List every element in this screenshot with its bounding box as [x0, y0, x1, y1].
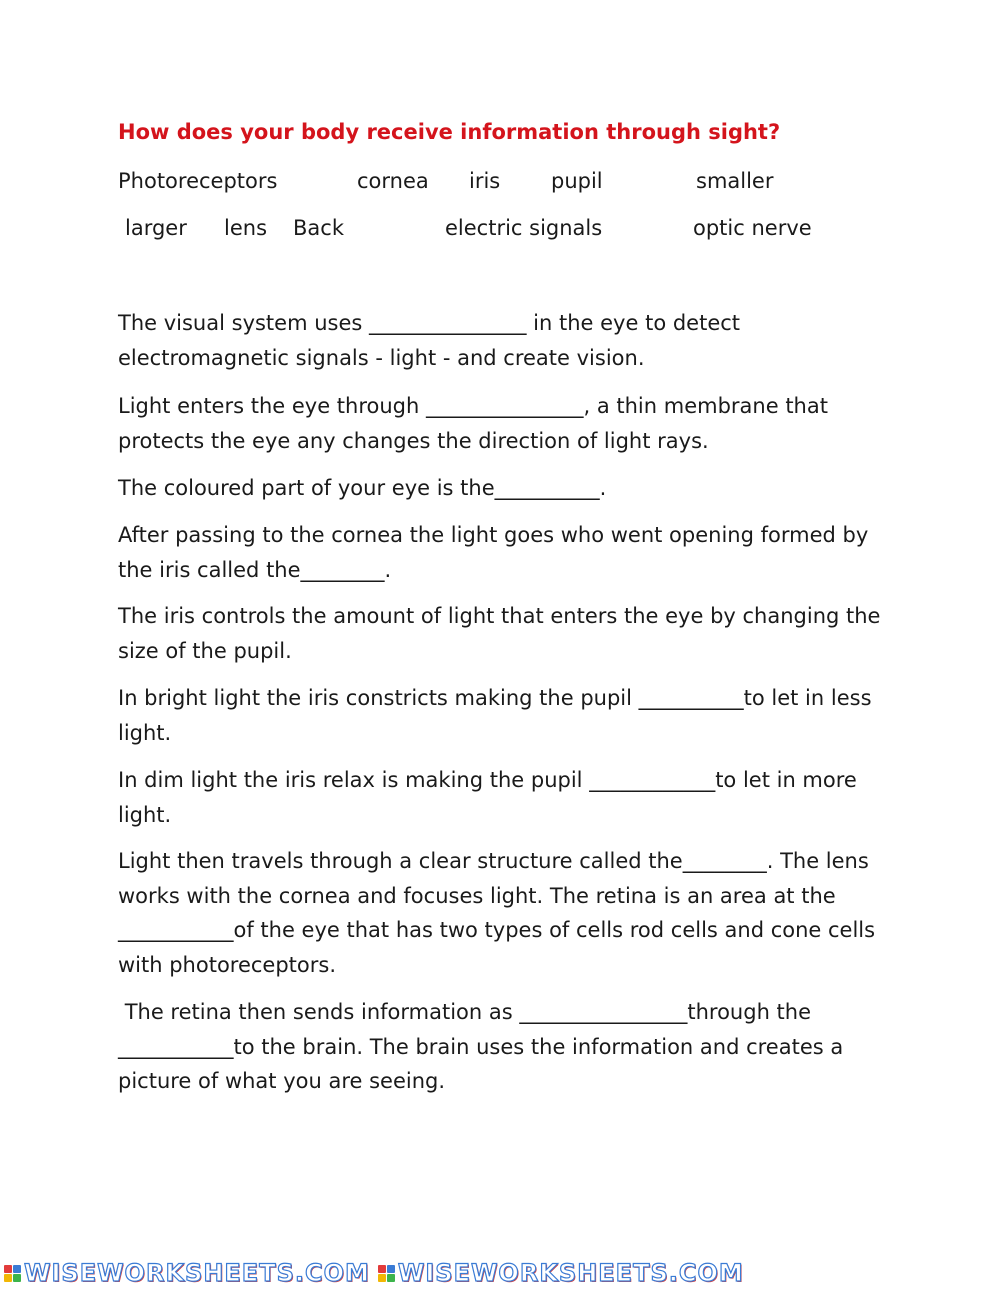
- paragraph-bright-light: In bright light the iris constricts making the pupil __________to let in less light.: [118, 686, 872, 745]
- brand-wordmark: WISEWORKSHEETS.COM: [24, 1259, 370, 1287]
- word-bank-item: pupil: [551, 169, 603, 193]
- word-bank-item: Back: [293, 216, 344, 240]
- paragraph-iris-control: The iris controls the amount of light that enters the eye by changing the size of the pupil.: [118, 604, 881, 663]
- worksheet-title: How does your body receive information through sight?: [118, 120, 781, 144]
- paragraph-optic-nerve: The retina then sends information as ________________through the ___________to the brain. The brain uses the information and creates a picture of what you are seeing.: [118, 1000, 850, 1093]
- logo-blocks-icon: [4, 1265, 21, 1282]
- word-bank-item: smaller: [696, 169, 774, 193]
- paragraph-pupil: After passing to the cornea the light goes who went opening formed by the iris called the________.: [118, 523, 869, 582]
- brand-wordmark: WISEWORKSHEETS.COM: [397, 1259, 744, 1287]
- word-bank-item: larger: [125, 216, 187, 240]
- paragraph-dim-light: In dim light the iris relax is making the pupil ____________to let in more light.: [118, 768, 857, 827]
- word-bank-item: iris: [469, 169, 501, 193]
- word-bank-item: lens: [224, 216, 268, 240]
- paragraph-lens-retina: Light then travels through a clear structure called the________. The lens works with the cornea and focuses light. The retina is an area at the ___________of the eye that has two types of cells rod cells and cone cells with photoreceptors.: [118, 849, 876, 977]
- footer-banner: [0, 1255, 1000, 1291]
- word-bank-item: cornea: [357, 169, 429, 193]
- brand-logo: [378, 1259, 744, 1287]
- logo-blocks-icon: [378, 1265, 395, 1282]
- word-bank-item: optic nerve: [693, 216, 812, 240]
- word-bank-item: electric signals: [445, 216, 603, 240]
- paragraph-iris: The coloured part of your eye is the__________.: [118, 476, 607, 500]
- word-bank-item: Photoreceptors: [118, 169, 278, 193]
- brand-logo: [4, 1259, 370, 1287]
- paragraph-photoreceptors: The visual system uses _______________ in the eye to detect electromagnetic signals - light - and create vision.: [118, 311, 741, 370]
- paragraph-cornea: Light enters the eye through _______________, a thin membrane that protects the eye any changes the direction of light rays.: [118, 394, 828, 453]
